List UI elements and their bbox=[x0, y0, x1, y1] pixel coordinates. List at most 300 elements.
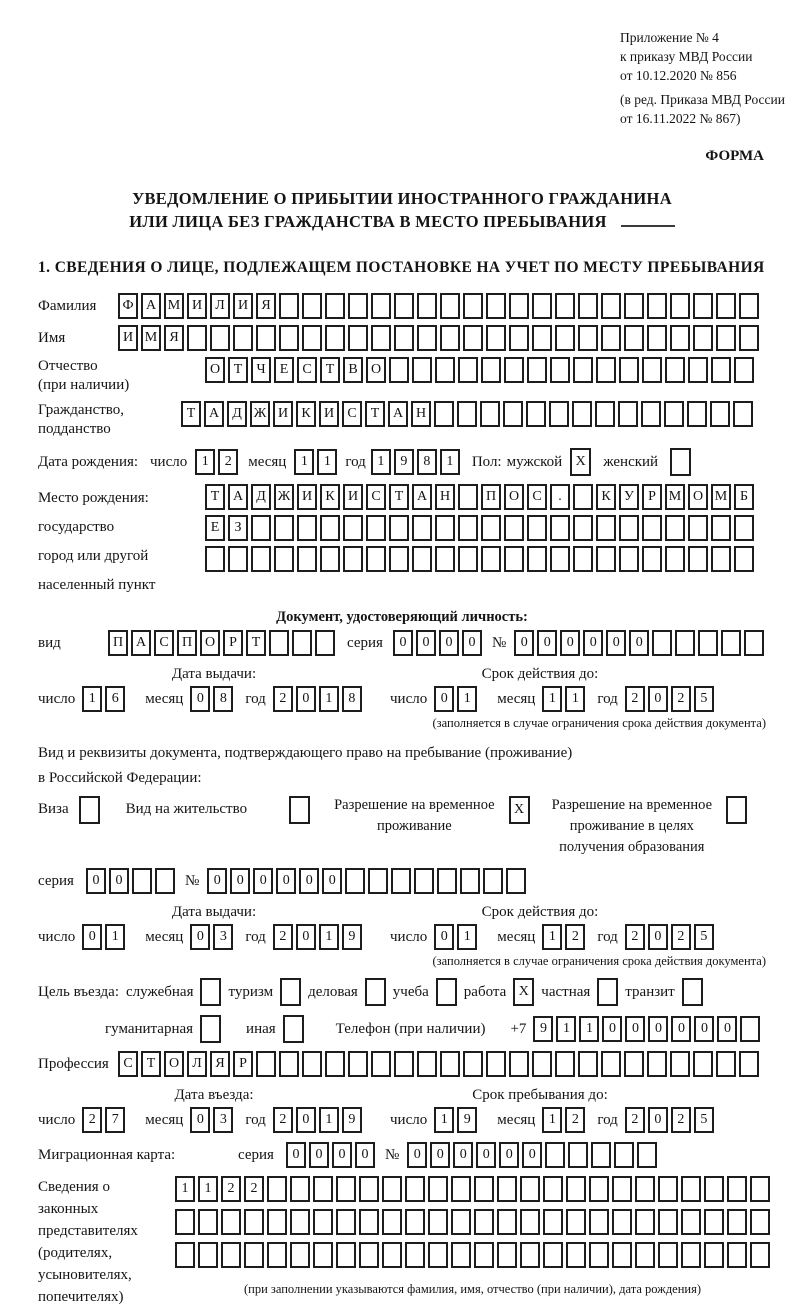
char-box[interactable] bbox=[573, 484, 593, 510]
char-box[interactable] bbox=[550, 357, 570, 383]
char-box[interactable] bbox=[675, 630, 695, 656]
char-box[interactable] bbox=[612, 1209, 632, 1235]
char-box[interactable] bbox=[727, 1242, 747, 1268]
char-box[interactable] bbox=[578, 325, 598, 351]
char-box[interactable] bbox=[274, 515, 294, 541]
char-box[interactable] bbox=[280, 978, 301, 1006]
char-box[interactable] bbox=[624, 1051, 644, 1077]
char-box[interactable] bbox=[614, 1142, 634, 1168]
char-box[interactable]: А bbox=[228, 484, 248, 510]
char-box[interactable] bbox=[336, 1242, 356, 1268]
char-box[interactable] bbox=[647, 1051, 667, 1077]
char-box[interactable] bbox=[458, 515, 478, 541]
char-box[interactable]: 9 bbox=[394, 449, 414, 475]
char-box[interactable]: 0 bbox=[499, 1142, 519, 1168]
char-box[interactable] bbox=[451, 1242, 471, 1268]
char-box[interactable] bbox=[483, 868, 503, 894]
char-box[interactable] bbox=[486, 1051, 506, 1077]
char-box[interactable] bbox=[283, 1015, 304, 1043]
char-box[interactable] bbox=[210, 325, 230, 351]
char-box[interactable] bbox=[480, 401, 500, 427]
char-box[interactable]: 1 bbox=[319, 1107, 339, 1133]
char-box[interactable] bbox=[596, 357, 616, 383]
char-box[interactable]: 0 bbox=[462, 630, 482, 656]
char-box[interactable] bbox=[520, 1209, 540, 1235]
char-box[interactable] bbox=[394, 1051, 414, 1077]
char-box[interactable]: Т bbox=[205, 484, 225, 510]
char-box[interactable] bbox=[647, 325, 667, 351]
char-box[interactable] bbox=[256, 325, 276, 351]
char-box[interactable]: И bbox=[297, 484, 317, 510]
char-box[interactable]: 1 bbox=[175, 1176, 195, 1202]
char-box[interactable]: К bbox=[296, 401, 316, 427]
char-box[interactable] bbox=[79, 796, 100, 824]
char-box[interactable]: Р bbox=[223, 630, 243, 656]
char-box[interactable] bbox=[435, 515, 455, 541]
char-box[interactable] bbox=[744, 630, 764, 656]
char-box[interactable] bbox=[436, 978, 457, 1006]
char-box[interactable]: В bbox=[343, 357, 363, 383]
char-box[interactable] bbox=[596, 546, 616, 572]
char-box[interactable]: О bbox=[205, 357, 225, 383]
char-box[interactable]: 0 bbox=[606, 630, 626, 656]
char-box[interactable] bbox=[543, 1242, 563, 1268]
char-box[interactable] bbox=[474, 1209, 494, 1235]
char-box[interactable] bbox=[389, 357, 409, 383]
char-box[interactable]: У bbox=[619, 484, 639, 510]
char-box[interactable]: 8 bbox=[342, 686, 362, 712]
char-box[interactable] bbox=[750, 1209, 770, 1235]
char-box[interactable] bbox=[509, 293, 529, 319]
char-box[interactable] bbox=[578, 293, 598, 319]
char-box[interactable] bbox=[198, 1242, 218, 1268]
char-box[interactable] bbox=[601, 293, 621, 319]
char-box[interactable]: 2 bbox=[671, 924, 691, 950]
char-box[interactable] bbox=[670, 293, 690, 319]
char-box[interactable] bbox=[458, 357, 478, 383]
char-box[interactable]: С bbox=[118, 1051, 138, 1077]
char-box[interactable]: 5 bbox=[694, 686, 714, 712]
char-box[interactable]: 0 bbox=[296, 924, 316, 950]
char-box[interactable] bbox=[532, 293, 552, 319]
char-box[interactable] bbox=[200, 1015, 221, 1043]
char-box[interactable] bbox=[366, 515, 386, 541]
char-box[interactable]: 2 bbox=[625, 1107, 645, 1133]
char-box[interactable] bbox=[641, 401, 661, 427]
char-box[interactable] bbox=[244, 1209, 264, 1235]
char-box[interactable]: 1 bbox=[457, 924, 477, 950]
char-box[interactable]: 0 bbox=[393, 630, 413, 656]
char-box[interactable]: 0 bbox=[434, 924, 454, 950]
char-box[interactable] bbox=[716, 325, 736, 351]
char-box[interactable]: 0 bbox=[717, 1016, 737, 1042]
char-box[interactable]: 0 bbox=[407, 1142, 427, 1168]
char-box[interactable] bbox=[440, 293, 460, 319]
char-box[interactable]: И bbox=[118, 325, 138, 351]
char-box[interactable]: 1 bbox=[82, 686, 102, 712]
char-box[interactable] bbox=[428, 1242, 448, 1268]
char-box[interactable] bbox=[573, 357, 593, 383]
char-box[interactable] bbox=[619, 546, 639, 572]
char-box[interactable]: 0 bbox=[476, 1142, 496, 1168]
char-box[interactable] bbox=[269, 630, 289, 656]
char-box[interactable]: 2 bbox=[671, 1107, 691, 1133]
char-box[interactable]: 5 bbox=[694, 1107, 714, 1133]
char-box[interactable] bbox=[313, 1242, 333, 1268]
char-box[interactable]: 5 bbox=[694, 924, 714, 950]
char-box[interactable]: 0 bbox=[109, 868, 129, 894]
char-box[interactable] bbox=[428, 1209, 448, 1235]
char-box[interactable]: 8 bbox=[213, 686, 233, 712]
char-box[interactable]: 0 bbox=[253, 868, 273, 894]
char-box[interactable]: 0 bbox=[190, 924, 210, 950]
char-box[interactable] bbox=[343, 515, 363, 541]
char-box[interactable] bbox=[405, 1209, 425, 1235]
char-box[interactable]: Т bbox=[228, 357, 248, 383]
char-box[interactable]: 1 bbox=[319, 686, 339, 712]
char-box[interactable] bbox=[440, 1051, 460, 1077]
char-box[interactable]: 1 bbox=[434, 1107, 454, 1133]
char-box[interactable]: 1 bbox=[542, 686, 562, 712]
char-box[interactable] bbox=[313, 1176, 333, 1202]
char-box[interactable] bbox=[343, 546, 363, 572]
char-box[interactable]: О bbox=[504, 484, 524, 510]
char-box[interactable] bbox=[359, 1209, 379, 1235]
char-box[interactable] bbox=[734, 357, 754, 383]
char-box[interactable]: 0 bbox=[648, 924, 668, 950]
char-box[interactable] bbox=[382, 1176, 402, 1202]
char-box[interactable] bbox=[635, 1242, 655, 1268]
char-box[interactable]: . bbox=[550, 484, 570, 510]
char-box[interactable]: 0 bbox=[286, 1142, 306, 1168]
char-box[interactable] bbox=[382, 1242, 402, 1268]
char-box[interactable] bbox=[359, 1176, 379, 1202]
char-box[interactable] bbox=[698, 630, 718, 656]
char-box[interactable] bbox=[566, 1176, 586, 1202]
char-box[interactable]: 0 bbox=[416, 630, 436, 656]
char-box[interactable] bbox=[595, 401, 615, 427]
char-box[interactable] bbox=[568, 1142, 588, 1168]
char-box[interactable] bbox=[526, 401, 546, 427]
char-box[interactable] bbox=[325, 1051, 345, 1077]
char-box[interactable] bbox=[289, 796, 310, 824]
char-box[interactable] bbox=[681, 1209, 701, 1235]
char-box[interactable] bbox=[624, 293, 644, 319]
char-box[interactable] bbox=[463, 293, 483, 319]
char-box[interactable]: И bbox=[187, 293, 207, 319]
char-box[interactable]: 1 bbox=[198, 1176, 218, 1202]
char-box[interactable] bbox=[320, 515, 340, 541]
char-box[interactable] bbox=[405, 1176, 425, 1202]
char-box[interactable] bbox=[734, 515, 754, 541]
char-box[interactable]: И bbox=[273, 401, 293, 427]
char-box[interactable]: 0 bbox=[629, 630, 649, 656]
char-box[interactable]: 1 bbox=[440, 449, 460, 475]
char-box[interactable]: Ж bbox=[250, 401, 270, 427]
char-box[interactable] bbox=[711, 515, 731, 541]
char-box[interactable] bbox=[451, 1209, 471, 1235]
char-box[interactable] bbox=[711, 357, 731, 383]
char-box[interactable] bbox=[417, 325, 437, 351]
char-box[interactable]: 2 bbox=[273, 924, 293, 950]
char-box[interactable]: 2 bbox=[625, 924, 645, 950]
char-box[interactable] bbox=[566, 1209, 586, 1235]
char-box[interactable] bbox=[665, 357, 685, 383]
char-box[interactable]: О bbox=[688, 484, 708, 510]
char-box[interactable] bbox=[740, 1016, 760, 1042]
char-box[interactable] bbox=[642, 357, 662, 383]
char-box[interactable]: 0 bbox=[190, 686, 210, 712]
char-box[interactable] bbox=[504, 357, 524, 383]
char-box[interactable] bbox=[555, 1051, 575, 1077]
char-box[interactable]: 8 bbox=[417, 449, 437, 475]
char-box[interactable] bbox=[457, 401, 477, 427]
char-box[interactable]: X bbox=[509, 796, 530, 824]
char-box[interactable]: Н bbox=[411, 401, 431, 427]
char-box[interactable] bbox=[365, 978, 386, 1006]
char-box[interactable] bbox=[555, 293, 575, 319]
char-box[interactable] bbox=[545, 1142, 565, 1168]
char-box[interactable]: П bbox=[481, 484, 501, 510]
char-box[interactable] bbox=[368, 868, 388, 894]
char-box[interactable] bbox=[292, 630, 312, 656]
char-box[interactable]: А bbox=[388, 401, 408, 427]
char-box[interactable]: 2 bbox=[273, 1107, 293, 1133]
char-box[interactable] bbox=[619, 357, 639, 383]
char-box[interactable] bbox=[389, 515, 409, 541]
char-box[interactable] bbox=[504, 515, 524, 541]
char-box[interactable] bbox=[474, 1176, 494, 1202]
char-box[interactable] bbox=[566, 1242, 586, 1268]
char-box[interactable] bbox=[589, 1176, 609, 1202]
char-box[interactable] bbox=[726, 796, 747, 824]
char-box[interactable]: 0 bbox=[625, 1016, 645, 1042]
char-box[interactable] bbox=[543, 1209, 563, 1235]
char-box[interactable]: Б bbox=[734, 484, 754, 510]
char-box[interactable] bbox=[412, 515, 432, 541]
char-box[interactable] bbox=[187, 325, 207, 351]
char-box[interactable] bbox=[205, 546, 225, 572]
char-box[interactable]: 1 bbox=[565, 686, 585, 712]
char-box[interactable]: 0 bbox=[671, 1016, 691, 1042]
char-box[interactable]: 0 bbox=[602, 1016, 622, 1042]
char-box[interactable] bbox=[366, 546, 386, 572]
char-box[interactable]: 0 bbox=[332, 1142, 352, 1168]
char-box[interactable]: С bbox=[297, 357, 317, 383]
char-box[interactable] bbox=[345, 868, 365, 894]
char-box[interactable] bbox=[497, 1242, 517, 1268]
char-box[interactable]: К bbox=[596, 484, 616, 510]
char-box[interactable]: О bbox=[200, 630, 220, 656]
char-box[interactable] bbox=[389, 546, 409, 572]
char-box[interactable]: 0 bbox=[648, 1107, 668, 1133]
char-box[interactable]: 3 bbox=[213, 1107, 233, 1133]
char-box[interactable]: С bbox=[154, 630, 174, 656]
char-box[interactable]: 2 bbox=[244, 1176, 264, 1202]
char-box[interactable]: 0 bbox=[694, 1016, 714, 1042]
char-box[interactable] bbox=[573, 546, 593, 572]
char-box[interactable] bbox=[734, 546, 754, 572]
char-box[interactable] bbox=[572, 401, 592, 427]
char-box[interactable]: А bbox=[204, 401, 224, 427]
char-box[interactable] bbox=[520, 1242, 540, 1268]
char-box[interactable]: X bbox=[513, 978, 534, 1006]
char-box[interactable] bbox=[382, 1209, 402, 1235]
char-box[interactable]: Д bbox=[227, 401, 247, 427]
char-box[interactable]: 1 bbox=[579, 1016, 599, 1042]
char-box[interactable] bbox=[437, 868, 457, 894]
char-box[interactable] bbox=[320, 546, 340, 572]
char-box[interactable] bbox=[256, 1051, 276, 1077]
char-box[interactable]: 0 bbox=[434, 686, 454, 712]
char-box[interactable] bbox=[297, 546, 317, 572]
char-box[interactable]: 3 bbox=[213, 924, 233, 950]
char-box[interactable]: 9 bbox=[457, 1107, 477, 1133]
char-box[interactable] bbox=[589, 1242, 609, 1268]
char-box[interactable]: 6 bbox=[105, 686, 125, 712]
char-box[interactable]: 0 bbox=[648, 686, 668, 712]
char-box[interactable] bbox=[635, 1209, 655, 1235]
char-box[interactable]: 0 bbox=[309, 1142, 329, 1168]
char-box[interactable] bbox=[336, 1176, 356, 1202]
char-box[interactable]: А bbox=[412, 484, 432, 510]
char-box[interactable] bbox=[716, 293, 736, 319]
char-box[interactable] bbox=[688, 546, 708, 572]
char-box[interactable]: 1 bbox=[556, 1016, 576, 1042]
char-box[interactable] bbox=[509, 1051, 529, 1077]
char-box[interactable] bbox=[336, 1209, 356, 1235]
char-box[interactable] bbox=[597, 978, 618, 1006]
char-box[interactable] bbox=[267, 1209, 287, 1235]
char-box[interactable] bbox=[417, 293, 437, 319]
char-box[interactable] bbox=[704, 1176, 724, 1202]
char-box[interactable] bbox=[132, 868, 152, 894]
char-box[interactable]: X bbox=[570, 448, 591, 476]
char-box[interactable]: 0 bbox=[230, 868, 250, 894]
char-box[interactable]: И bbox=[319, 401, 339, 427]
char-box[interactable] bbox=[647, 293, 667, 319]
char-box[interactable]: 7 bbox=[105, 1107, 125, 1133]
char-box[interactable] bbox=[428, 1176, 448, 1202]
char-box[interactable] bbox=[682, 978, 703, 1006]
char-box[interactable]: И bbox=[343, 484, 363, 510]
char-box[interactable] bbox=[359, 1242, 379, 1268]
char-box[interactable] bbox=[727, 1176, 747, 1202]
char-box[interactable]: 0 bbox=[537, 630, 557, 656]
char-box[interactable] bbox=[435, 357, 455, 383]
char-box[interactable]: С bbox=[527, 484, 547, 510]
char-box[interactable]: Ф bbox=[118, 293, 138, 319]
char-box[interactable] bbox=[688, 515, 708, 541]
char-box[interactable] bbox=[739, 1051, 759, 1077]
char-box[interactable] bbox=[371, 325, 391, 351]
char-box[interactable]: Л bbox=[210, 293, 230, 319]
char-box[interactable]: О bbox=[164, 1051, 184, 1077]
char-box[interactable] bbox=[693, 293, 713, 319]
char-box[interactable] bbox=[486, 293, 506, 319]
char-box[interactable]: 2 bbox=[565, 924, 585, 950]
char-box[interactable] bbox=[532, 325, 552, 351]
char-box[interactable] bbox=[721, 630, 741, 656]
char-box[interactable] bbox=[412, 357, 432, 383]
char-box[interactable] bbox=[589, 1209, 609, 1235]
char-box[interactable]: 0 bbox=[439, 630, 459, 656]
char-box[interactable] bbox=[417, 1051, 437, 1077]
char-box[interactable]: 0 bbox=[648, 1016, 668, 1042]
char-box[interactable] bbox=[527, 357, 547, 383]
char-box[interactable] bbox=[394, 325, 414, 351]
char-box[interactable] bbox=[618, 401, 638, 427]
char-box[interactable]: 0 bbox=[299, 868, 319, 894]
char-box[interactable] bbox=[244, 1242, 264, 1268]
char-box[interactable]: Е bbox=[205, 515, 225, 541]
char-box[interactable]: М bbox=[665, 484, 685, 510]
char-box[interactable] bbox=[458, 546, 478, 572]
char-box[interactable]: 0 bbox=[355, 1142, 375, 1168]
char-box[interactable] bbox=[573, 515, 593, 541]
char-box[interactable]: Н bbox=[435, 484, 455, 510]
char-box[interactable] bbox=[412, 546, 432, 572]
char-box[interactable]: 2 bbox=[671, 686, 691, 712]
char-box[interactable] bbox=[348, 1051, 368, 1077]
char-box[interactable] bbox=[664, 401, 684, 427]
char-box[interactable] bbox=[228, 546, 248, 572]
char-box[interactable]: 0 bbox=[560, 630, 580, 656]
char-box[interactable]: Т bbox=[320, 357, 340, 383]
char-box[interactable] bbox=[596, 515, 616, 541]
char-box[interactable] bbox=[371, 1051, 391, 1077]
char-box[interactable]: 9 bbox=[342, 1107, 362, 1133]
char-box[interactable]: 0 bbox=[430, 1142, 450, 1168]
char-box[interactable]: 2 bbox=[221, 1176, 241, 1202]
char-box[interactable] bbox=[665, 546, 685, 572]
char-box[interactable]: 1 bbox=[317, 449, 337, 475]
char-box[interactable] bbox=[302, 325, 322, 351]
char-box[interactable] bbox=[711, 546, 731, 572]
char-box[interactable]: 0 bbox=[453, 1142, 473, 1168]
char-box[interactable] bbox=[175, 1242, 195, 1268]
char-box[interactable] bbox=[474, 1242, 494, 1268]
char-box[interactable] bbox=[233, 325, 253, 351]
char-box[interactable]: Е bbox=[274, 357, 294, 383]
char-box[interactable] bbox=[414, 868, 434, 894]
char-box[interactable] bbox=[274, 546, 294, 572]
char-box[interactable] bbox=[279, 325, 299, 351]
char-box[interactable]: Р bbox=[642, 484, 662, 510]
char-box[interactable] bbox=[302, 293, 322, 319]
char-box[interactable] bbox=[652, 630, 672, 656]
char-box[interactable]: 2 bbox=[565, 1107, 585, 1133]
char-box[interactable] bbox=[658, 1176, 678, 1202]
char-box[interactable]: 0 bbox=[296, 686, 316, 712]
char-box[interactable]: К bbox=[320, 484, 340, 510]
char-box[interactable]: Т bbox=[246, 630, 266, 656]
char-box[interactable] bbox=[435, 546, 455, 572]
char-box[interactable] bbox=[221, 1242, 241, 1268]
char-box[interactable] bbox=[302, 1051, 322, 1077]
char-box[interactable]: 0 bbox=[522, 1142, 542, 1168]
char-box[interactable] bbox=[550, 515, 570, 541]
char-box[interactable]: 1 bbox=[457, 686, 477, 712]
char-box[interactable] bbox=[481, 357, 501, 383]
char-box[interactable]: 1 bbox=[542, 1107, 562, 1133]
char-box[interactable]: М bbox=[141, 325, 161, 351]
char-box[interactable] bbox=[637, 1142, 657, 1168]
char-box[interactable] bbox=[481, 546, 501, 572]
char-box[interactable] bbox=[481, 515, 501, 541]
char-box[interactable] bbox=[325, 293, 345, 319]
char-box[interactable]: М bbox=[164, 293, 184, 319]
